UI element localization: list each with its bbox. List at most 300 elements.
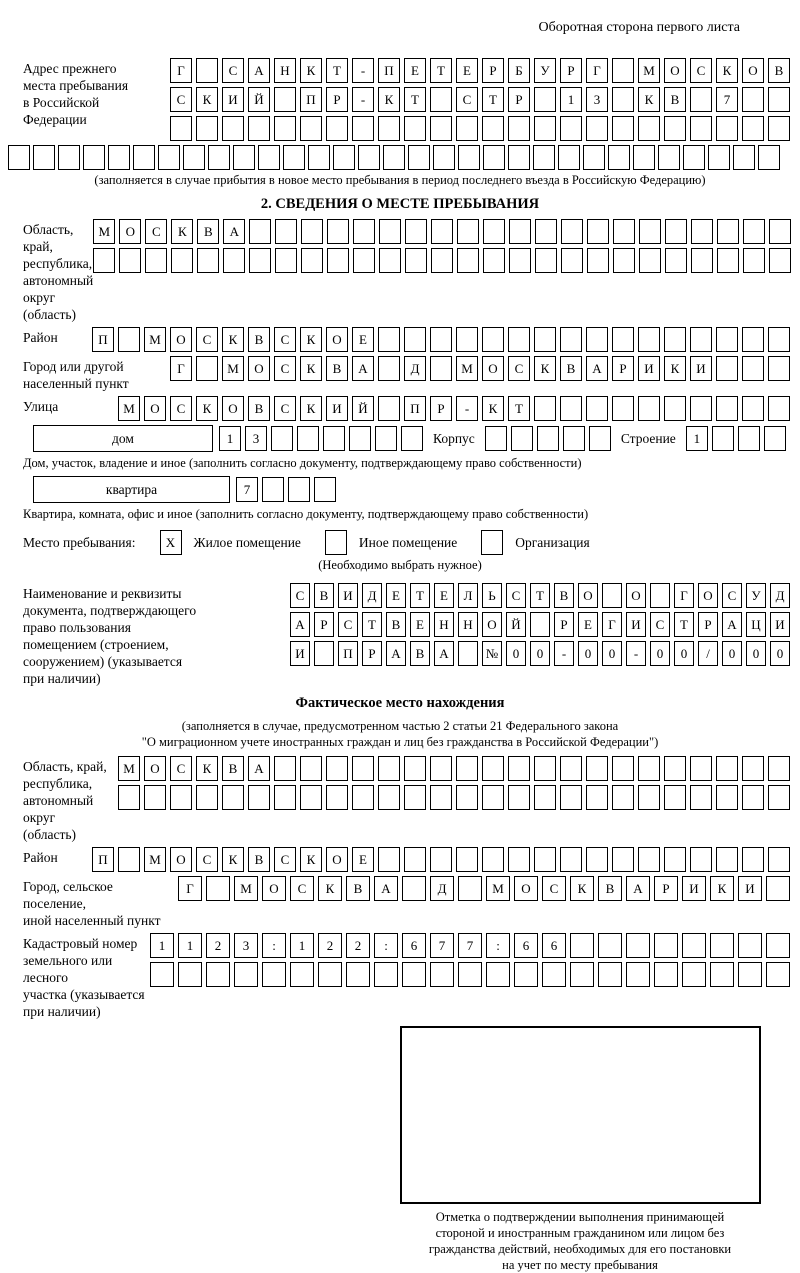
char-cell[interactable]: М	[144, 847, 166, 872]
char-cell[interactable]	[742, 356, 764, 381]
char-cell[interactable]	[712, 426, 734, 451]
char-cell[interactable]	[378, 756, 400, 781]
char-cell[interactable]: С	[456, 87, 478, 112]
checkbox-cell[interactable]	[325, 530, 347, 555]
char-cell[interactable]: О	[170, 327, 192, 352]
char-cell[interactable]	[534, 847, 556, 872]
char-cell[interactable]	[318, 962, 342, 987]
char-cell[interactable]	[598, 962, 622, 987]
char-cell[interactable]	[290, 962, 314, 987]
char-cell[interactable]: О	[482, 356, 504, 381]
char-cell[interactable]	[586, 785, 608, 810]
char-cell[interactable]: С	[145, 219, 167, 244]
char-cell[interactable]: П	[92, 847, 114, 872]
char-cell[interactable]: 0	[674, 641, 694, 666]
char-cell[interactable]: Е	[404, 58, 426, 83]
char-cell[interactable]	[743, 248, 765, 273]
char-cell[interactable]: Р	[314, 612, 334, 637]
char-cell[interactable]: Д	[362, 583, 382, 608]
char-cell[interactable]: П	[338, 641, 358, 666]
char-cell[interactable]: Л	[458, 583, 478, 608]
char-cell[interactable]	[534, 756, 556, 781]
char-cell[interactable]	[664, 396, 686, 421]
char-cell[interactable]	[639, 219, 661, 244]
char-cell[interactable]: В	[222, 756, 244, 781]
char-cell[interactable]: В	[560, 356, 582, 381]
char-cell[interactable]: У	[534, 58, 556, 83]
char-cell[interactable]: И	[738, 876, 762, 901]
char-cell[interactable]	[508, 847, 530, 872]
char-cell[interactable]	[402, 962, 426, 987]
char-cell[interactable]	[430, 116, 452, 141]
char-cell[interactable]	[665, 248, 687, 273]
char-cell[interactable]	[570, 933, 594, 958]
char-cell[interactable]: К	[300, 58, 322, 83]
char-cell[interactable]	[583, 145, 605, 170]
char-cell[interactable]	[638, 327, 660, 352]
char-cell[interactable]	[586, 396, 608, 421]
char-cell[interactable]	[612, 756, 634, 781]
char-cell[interactable]: Н	[434, 612, 454, 637]
char-cell[interactable]: Т	[326, 58, 348, 83]
char-cell[interactable]	[664, 785, 686, 810]
char-cell[interactable]: В	[248, 847, 270, 872]
char-cell[interactable]: А	[290, 612, 310, 637]
char-cell[interactable]: О	[326, 327, 348, 352]
char-cell[interactable]	[716, 356, 738, 381]
char-cell[interactable]: 2	[318, 933, 342, 958]
char-cell[interactable]: Е	[456, 58, 478, 83]
char-cell[interactable]	[378, 356, 400, 381]
char-cell[interactable]: Г	[178, 876, 202, 901]
char-cell[interactable]: 7	[716, 87, 738, 112]
char-cell[interactable]: И	[690, 356, 712, 381]
char-cell[interactable]	[456, 116, 478, 141]
char-cell[interactable]: О	[262, 876, 286, 901]
char-cell[interactable]: Р	[654, 876, 678, 901]
char-cell[interactable]	[379, 248, 401, 273]
char-cell[interactable]	[196, 356, 218, 381]
char-cell[interactable]	[586, 327, 608, 352]
char-cell[interactable]: О	[742, 58, 764, 83]
char-cell[interactable]	[717, 248, 739, 273]
char-cell[interactable]	[283, 145, 305, 170]
char-cell[interactable]	[118, 847, 140, 872]
char-cell[interactable]: С	[196, 847, 218, 872]
char-cell[interactable]	[405, 219, 427, 244]
char-cell[interactable]: 0	[650, 641, 670, 666]
char-cell[interactable]: С	[274, 356, 296, 381]
char-cell[interactable]	[482, 756, 504, 781]
char-cell[interactable]	[508, 116, 530, 141]
char-cell[interactable]	[482, 785, 504, 810]
char-cell[interactable]	[262, 477, 284, 502]
char-cell[interactable]	[301, 219, 323, 244]
char-cell[interactable]	[458, 641, 478, 666]
char-cell[interactable]	[326, 116, 348, 141]
char-cell[interactable]: М	[456, 356, 478, 381]
char-cell[interactable]: В	[346, 876, 370, 901]
char-cell[interactable]	[262, 962, 286, 987]
char-cell[interactable]	[534, 785, 556, 810]
char-cell[interactable]	[612, 58, 634, 83]
char-cell[interactable]	[742, 116, 764, 141]
char-cell[interactable]: /	[698, 641, 718, 666]
char-cell[interactable]	[133, 145, 155, 170]
char-cell[interactable]	[764, 426, 786, 451]
char-cell[interactable]	[258, 145, 280, 170]
char-cell[interactable]: А	[352, 356, 374, 381]
char-cell[interactable]: Р	[554, 612, 574, 637]
char-cell[interactable]: И	[222, 87, 244, 112]
char-cell[interactable]: Т	[674, 612, 694, 637]
char-cell[interactable]: 7	[430, 933, 454, 958]
char-cell[interactable]: Г	[170, 58, 192, 83]
char-cell[interactable]	[612, 327, 634, 352]
char-cell[interactable]	[378, 785, 400, 810]
char-cell[interactable]	[8, 145, 30, 170]
char-cell[interactable]	[118, 785, 140, 810]
char-cell[interactable]	[248, 785, 270, 810]
char-cell[interactable]: 3	[245, 426, 267, 451]
char-cell[interactable]: В	[314, 583, 334, 608]
char-cell[interactable]	[742, 327, 764, 352]
char-cell[interactable]	[612, 396, 634, 421]
char-cell[interactable]	[158, 145, 180, 170]
char-cell[interactable]: С	[274, 396, 296, 421]
char-cell[interactable]: Т	[430, 58, 452, 83]
char-cell[interactable]	[456, 756, 478, 781]
char-cell[interactable]	[404, 327, 426, 352]
char-cell[interactable]	[119, 248, 141, 273]
char-cell[interactable]	[768, 87, 790, 112]
char-cell[interactable]	[766, 962, 790, 987]
char-cell[interactable]	[248, 116, 270, 141]
char-cell[interactable]: Ь	[482, 583, 502, 608]
char-cell[interactable]	[509, 219, 531, 244]
char-cell[interactable]	[598, 933, 622, 958]
char-cell[interactable]	[766, 876, 790, 901]
char-cell[interactable]: А	[586, 356, 608, 381]
char-cell[interactable]	[431, 219, 453, 244]
char-cell[interactable]	[638, 785, 660, 810]
char-cell[interactable]: О	[482, 612, 502, 637]
char-cell[interactable]: К	[300, 396, 322, 421]
char-cell[interactable]: К	[378, 87, 400, 112]
char-cell[interactable]	[638, 756, 660, 781]
char-cell[interactable]	[613, 248, 635, 273]
char-cell[interactable]	[300, 116, 322, 141]
char-cell[interactable]	[379, 219, 401, 244]
char-cell[interactable]	[708, 145, 730, 170]
char-cell[interactable]: 2	[206, 933, 230, 958]
char-cell[interactable]: М	[118, 756, 140, 781]
char-cell[interactable]	[654, 962, 678, 987]
char-cell[interactable]	[613, 219, 635, 244]
char-cell[interactable]: Т	[508, 396, 530, 421]
char-cell[interactable]: О	[664, 58, 686, 83]
char-cell[interactable]: С	[722, 583, 742, 608]
char-cell[interactable]	[769, 248, 791, 273]
char-cell[interactable]	[145, 248, 167, 273]
char-cell[interactable]	[430, 847, 452, 872]
char-cell[interactable]	[612, 785, 634, 810]
char-cell[interactable]: 1	[290, 933, 314, 958]
char-cell[interactable]: Р	[560, 58, 582, 83]
char-cell[interactable]: К	[196, 396, 218, 421]
char-cell[interactable]: Д	[770, 583, 790, 608]
char-cell[interactable]: О	[248, 356, 270, 381]
char-cell[interactable]: :	[374, 933, 398, 958]
char-cell[interactable]: О	[170, 847, 192, 872]
char-cell[interactable]: Д	[430, 876, 454, 901]
char-cell[interactable]: 1	[686, 426, 708, 451]
char-cell[interactable]	[638, 396, 660, 421]
char-cell[interactable]	[408, 145, 430, 170]
char-cell[interactable]	[482, 327, 504, 352]
char-cell[interactable]	[561, 248, 583, 273]
char-cell[interactable]	[633, 145, 655, 170]
char-cell[interactable]	[482, 847, 504, 872]
char-cell[interactable]	[346, 962, 370, 987]
char-cell[interactable]	[710, 933, 734, 958]
char-cell[interactable]: К	[638, 87, 660, 112]
char-cell[interactable]: 0	[506, 641, 526, 666]
char-cell[interactable]: Т	[410, 583, 430, 608]
char-cell[interactable]: С	[170, 396, 192, 421]
char-cell[interactable]	[742, 785, 764, 810]
char-cell[interactable]: Т	[404, 87, 426, 112]
char-cell[interactable]	[768, 356, 790, 381]
char-cell[interactable]: К	[716, 58, 738, 83]
char-cell[interactable]: Д	[404, 356, 426, 381]
char-cell[interactable]	[249, 219, 271, 244]
char-cell[interactable]	[535, 219, 557, 244]
char-cell[interactable]: К	[222, 327, 244, 352]
char-cell[interactable]	[170, 785, 192, 810]
char-cell[interactable]	[353, 248, 375, 273]
char-cell[interactable]	[690, 396, 712, 421]
char-cell[interactable]: -	[554, 641, 574, 666]
char-cell[interactable]	[352, 756, 374, 781]
char-cell[interactable]: К	[300, 847, 322, 872]
char-cell[interactable]: 0	[746, 641, 766, 666]
char-cell[interactable]: Й	[506, 612, 526, 637]
char-cell[interactable]: В	[768, 58, 790, 83]
char-cell[interactable]: К	[196, 87, 218, 112]
char-cell[interactable]	[274, 87, 296, 112]
char-cell[interactable]: Н	[458, 612, 478, 637]
char-cell[interactable]	[768, 396, 790, 421]
char-cell[interactable]	[683, 145, 705, 170]
char-cell[interactable]	[560, 116, 582, 141]
char-cell[interactable]	[514, 962, 538, 987]
char-cell[interactable]: К	[300, 327, 322, 352]
char-cell[interactable]: К	[222, 847, 244, 872]
char-cell[interactable]	[378, 116, 400, 141]
char-cell[interactable]: К	[196, 756, 218, 781]
char-cell[interactable]: №	[482, 641, 502, 666]
char-cell[interactable]	[300, 785, 322, 810]
char-cell[interactable]	[314, 477, 336, 502]
char-cell[interactable]: И	[338, 583, 358, 608]
char-cell[interactable]	[509, 248, 531, 273]
char-cell[interactable]: М	[144, 327, 166, 352]
char-cell[interactable]	[742, 756, 764, 781]
char-cell[interactable]	[171, 248, 193, 273]
char-cell[interactable]	[197, 248, 219, 273]
char-cell[interactable]	[234, 962, 258, 987]
char-cell[interactable]	[710, 962, 734, 987]
char-cell[interactable]: В	[554, 583, 574, 608]
char-cell[interactable]	[535, 248, 557, 273]
char-cell[interactable]	[534, 87, 556, 112]
char-cell[interactable]	[586, 756, 608, 781]
char-cell[interactable]: -	[626, 641, 646, 666]
char-cell[interactable]	[482, 116, 504, 141]
char-cell[interactable]: Р	[698, 612, 718, 637]
char-cell[interactable]: 7	[236, 477, 258, 502]
char-cell[interactable]	[612, 847, 634, 872]
char-cell[interactable]: А	[248, 756, 270, 781]
char-cell[interactable]: Т	[530, 583, 550, 608]
char-cell[interactable]	[638, 116, 660, 141]
char-cell[interactable]: О	[626, 583, 646, 608]
char-cell[interactable]	[560, 756, 582, 781]
char-cell[interactable]	[404, 116, 426, 141]
char-cell[interactable]: М	[486, 876, 510, 901]
char-cell[interactable]	[274, 116, 296, 141]
char-cell[interactable]	[758, 145, 780, 170]
char-cell[interactable]	[233, 145, 255, 170]
char-cell[interactable]: К	[664, 356, 686, 381]
char-cell[interactable]	[223, 248, 245, 273]
char-cell[interactable]	[716, 396, 738, 421]
char-cell[interactable]	[768, 116, 790, 141]
char-cell[interactable]	[586, 847, 608, 872]
char-cell[interactable]	[208, 145, 230, 170]
char-cell[interactable]	[349, 426, 371, 451]
char-cell[interactable]: С	[650, 612, 670, 637]
char-cell[interactable]	[274, 756, 296, 781]
char-cell[interactable]	[612, 116, 634, 141]
char-cell[interactable]	[560, 785, 582, 810]
char-cell[interactable]	[483, 219, 505, 244]
char-cell[interactable]	[690, 116, 712, 141]
char-cell[interactable]	[458, 145, 480, 170]
char-cell[interactable]: А	[626, 876, 650, 901]
char-cell[interactable]: М	[638, 58, 660, 83]
char-cell[interactable]: 2	[346, 933, 370, 958]
char-cell[interactable]: М	[118, 396, 140, 421]
char-cell[interactable]	[196, 785, 218, 810]
char-cell[interactable]: Т	[482, 87, 504, 112]
char-cell[interactable]	[602, 583, 622, 608]
char-cell[interactable]: И	[326, 396, 348, 421]
char-cell[interactable]: А	[223, 219, 245, 244]
char-cell[interactable]	[587, 219, 609, 244]
char-cell[interactable]	[297, 426, 319, 451]
char-cell[interactable]: С	[290, 583, 310, 608]
char-cell[interactable]: А	[374, 876, 398, 901]
char-cell[interactable]	[534, 327, 556, 352]
char-cell[interactable]	[456, 785, 478, 810]
char-cell[interactable]: Р	[508, 87, 530, 112]
char-cell[interactable]	[430, 87, 452, 112]
char-cell[interactable]: 3	[586, 87, 608, 112]
char-cell[interactable]	[457, 248, 479, 273]
char-cell[interactable]: И	[626, 612, 646, 637]
char-cell[interactable]: В	[197, 219, 219, 244]
char-cell[interactable]	[654, 933, 678, 958]
char-cell[interactable]: О	[144, 396, 166, 421]
char-cell[interactable]: А	[248, 58, 270, 83]
char-cell[interactable]	[170, 116, 192, 141]
char-cell[interactable]	[431, 248, 453, 273]
char-cell[interactable]	[716, 785, 738, 810]
char-cell[interactable]	[401, 426, 423, 451]
char-cell[interactable]	[275, 219, 297, 244]
char-cell[interactable]	[542, 962, 566, 987]
char-cell[interactable]	[664, 116, 686, 141]
char-cell[interactable]	[738, 933, 762, 958]
char-cell[interactable]: 1	[219, 426, 241, 451]
char-cell[interactable]	[508, 145, 530, 170]
char-cell[interactable]: К	[710, 876, 734, 901]
char-cell[interactable]	[742, 87, 764, 112]
char-cell[interactable]: 6	[542, 933, 566, 958]
char-cell[interactable]	[326, 756, 348, 781]
char-cell[interactable]	[560, 396, 582, 421]
char-cell[interactable]: Р	[326, 87, 348, 112]
char-cell[interactable]	[323, 426, 345, 451]
char-cell[interactable]	[275, 248, 297, 273]
char-cell[interactable]: С	[196, 327, 218, 352]
char-cell[interactable]: С	[338, 612, 358, 637]
char-cell[interactable]	[314, 641, 334, 666]
char-cell[interactable]: П	[378, 58, 400, 83]
char-cell[interactable]	[483, 145, 505, 170]
char-cell[interactable]: Ц	[746, 612, 766, 637]
char-cell[interactable]: С	[274, 847, 296, 872]
char-cell[interactable]: В	[664, 87, 686, 112]
char-cell[interactable]	[586, 116, 608, 141]
char-cell[interactable]: Й	[352, 396, 374, 421]
char-cell[interactable]	[150, 962, 174, 987]
char-cell[interactable]: С	[170, 87, 192, 112]
char-cell[interactable]: Е	[352, 847, 374, 872]
char-cell[interactable]	[326, 785, 348, 810]
char-cell[interactable]: -	[352, 58, 374, 83]
char-cell[interactable]	[768, 756, 790, 781]
char-cell[interactable]	[378, 327, 400, 352]
char-cell[interactable]	[83, 145, 105, 170]
char-cell[interactable]	[271, 426, 293, 451]
char-cell[interactable]: О	[222, 396, 244, 421]
char-cell[interactable]	[196, 58, 218, 83]
char-cell[interactable]	[508, 327, 530, 352]
char-cell[interactable]	[537, 426, 559, 451]
char-cell[interactable]: 1	[178, 933, 202, 958]
char-cell[interactable]	[33, 145, 55, 170]
char-cell[interactable]: О	[698, 583, 718, 608]
char-cell[interactable]	[639, 248, 661, 273]
char-cell[interactable]: К	[171, 219, 193, 244]
char-cell[interactable]	[353, 219, 375, 244]
char-cell[interactable]	[682, 962, 706, 987]
char-cell[interactable]: 6	[514, 933, 538, 958]
char-cell[interactable]	[650, 583, 670, 608]
